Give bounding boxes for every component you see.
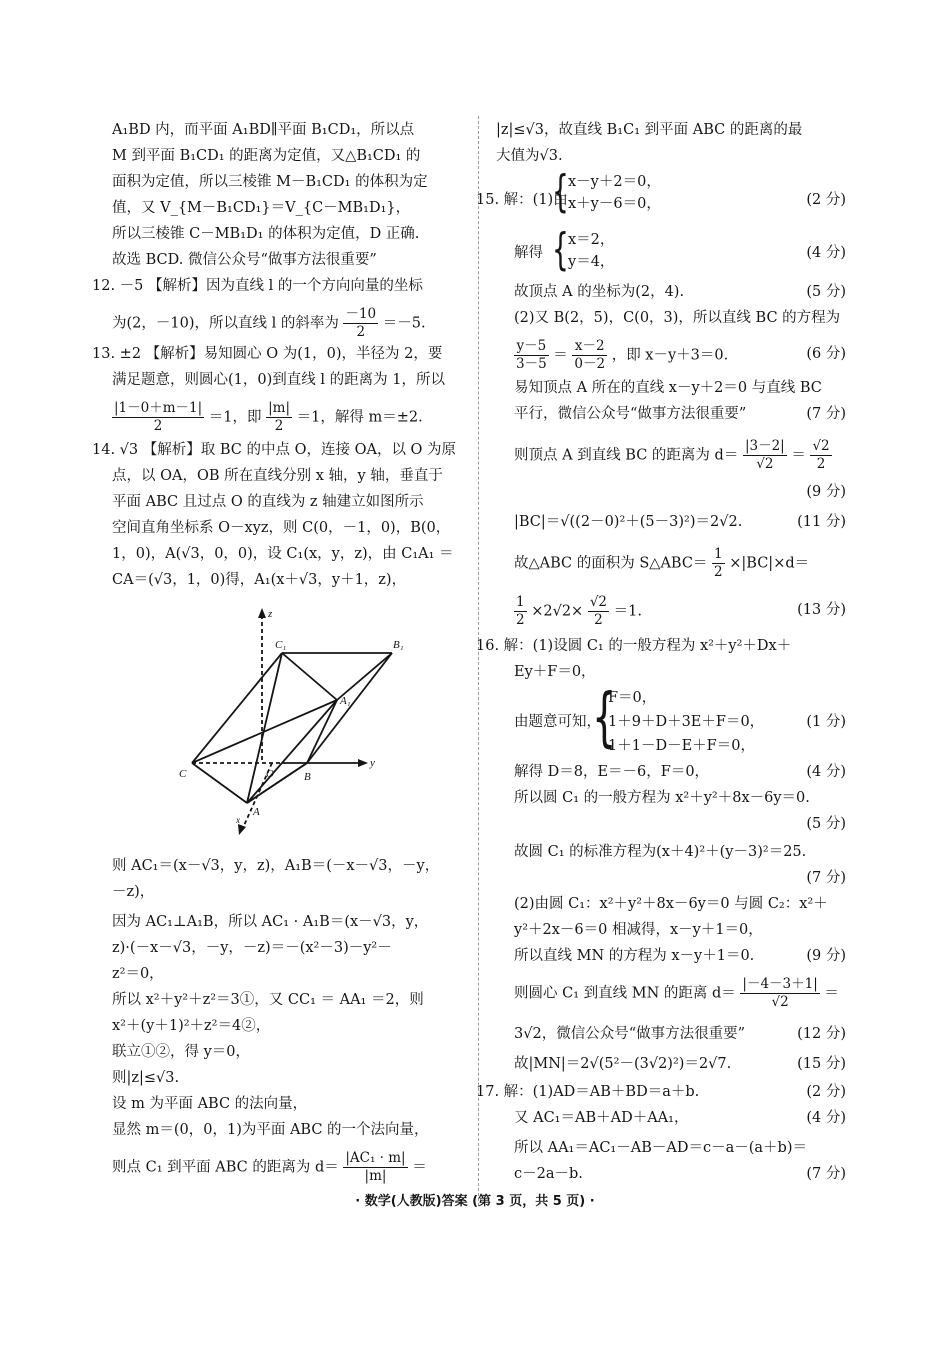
area-text-tail: ×|BC|×d＝ — [729, 555, 810, 572]
equals: ＝ — [824, 985, 839, 1002]
text-line: 解得 D＝8，E＝－6，F＝0， — [514, 764, 710, 780]
label-a1: A₁ — [340, 695, 351, 707]
q13-m-fraction — [266, 400, 292, 435]
distance-mn-line — [514, 976, 846, 1011]
equals: ＝ — [791, 447, 806, 464]
label-a: A — [253, 806, 260, 818]
score: (13 分) — [797, 602, 846, 618]
q14-equals: ＝ — [412, 1159, 427, 1176]
text-line: 易知顶点 A 所在的直线 x－y＋2＝0 与直线 BC — [514, 380, 822, 396]
fraction-denominator: 0－2 — [574, 356, 606, 372]
edge-c1-a1 — [282, 653, 337, 700]
score: (7 分) — [806, 1166, 846, 1182]
coordinate-figure — [172, 605, 492, 835]
text-line: 所以 AA₁＝AC₁－AB－AD＝c－a－(a＋b)＝ — [514, 1140, 807, 1156]
score: (7 分) — [806, 406, 846, 422]
q14-distance-text: 则点 C₁ 到平面 ABC 的距离为 d＝ — [112, 1159, 339, 1176]
q13-distance-fraction — [112, 400, 204, 435]
fraction-numerator: y－5 — [514, 338, 549, 356]
score: (4 分) — [806, 1110, 846, 1126]
system-equation: 1＋9＋D＋3E＋F＝0， — [608, 714, 765, 730]
text-line: M 到平面 B₁CD₁ 的距离为定值，又△B₁CD₁ 的 — [112, 148, 421, 164]
label-x: x — [236, 815, 240, 825]
text-line: 由题意可知， — [514, 714, 601, 730]
text-line: 所以 x²＋y²＋z²＝3①，又 CC₁ ＝ AA₁ ＝2，则 — [112, 992, 424, 1008]
edge-a1-a — [247, 700, 337, 803]
fraction-numerator: |m| — [268, 400, 291, 416]
fraction-numerator: －10 — [345, 306, 377, 322]
text-line: c－2a－b. — [514, 1166, 583, 1182]
text-line: 1，0)，A(√3，0，0)，设 C₁(x，y，z)，由 C₁A₁ ＝ — [112, 546, 454, 562]
text-line: 满足题意，则圆心(1，0)到直线 l 的距离为 1，所以 — [112, 372, 445, 388]
bc-equation-result: ，即 x－y＋3＝0. — [611, 347, 729, 364]
text-line: 空间直角坐标系 O－xyz，则 C(0，－1，0)，B(0， — [112, 520, 451, 536]
y-axis-arrow — [358, 759, 368, 767]
text-line: 因为 AC₁⊥A₁B，所以 AC₁ · A₁B＝(x－√3，y， — [112, 914, 429, 930]
distance-mn-fraction — [740, 976, 819, 1011]
label-z: z — [268, 608, 273, 620]
score: (6 分) — [806, 346, 846, 362]
fraction-denominator: 3－5 — [516, 356, 547, 372]
distance-a-text: 则顶点 A 到直线 BC 的距离为 d＝ — [514, 447, 739, 464]
edge-c-a — [192, 763, 247, 803]
text-line: 解得 — [514, 245, 543, 261]
text-line: z)·(－x－√3，－y，－z)＝－(x²－3)－y²－ — [112, 940, 392, 956]
distance-a-value — [810, 438, 831, 473]
area-text: 故△ABC 的面积为 S△ABC＝ — [514, 555, 708, 572]
text-line: Ey＋F＝0， — [514, 664, 596, 680]
edge-b1-a1 — [337, 653, 392, 700]
text-line: －z)， — [112, 884, 155, 900]
area-mult: ×2√2× — [531, 603, 584, 620]
score: (4 分) — [806, 245, 846, 261]
score: (12 分) — [797, 1026, 846, 1042]
text-line: x²＋(y＋1)²＋z²＝4②， — [112, 1018, 271, 1034]
score: (15 分) — [797, 1056, 846, 1072]
q12-line — [112, 306, 464, 341]
q16-system — [592, 681, 822, 755]
distance-a-fraction — [743, 438, 787, 473]
text-line: |z|≤√3，故直线 B₁C₁ 到平面 ABC 的距离的最 — [496, 122, 803, 138]
text-line: 则|z|≤√3. — [112, 1070, 180, 1086]
label-o: O — [266, 768, 274, 780]
q14-header: 14. √3 【解析】取 BC 的中点 O，连接 OA，以 O 为原 — [92, 442, 457, 458]
q15-header: 15. 解：(1)由 — [476, 192, 568, 208]
fraction-denominator: 2 — [594, 612, 603, 628]
area-result: ＝1. — [613, 603, 642, 620]
q15-solution — [552, 224, 672, 275]
text-line: 面积为定值，所以三棱锥 M－B₁CD₁ 的体积为定 — [112, 174, 428, 190]
q13-equation — [112, 400, 464, 435]
distance-a-line — [514, 438, 846, 473]
text-line: 值，又 V_{M－B₁CD₁}＝V_{C－MB₁D₁}， — [112, 200, 411, 216]
text-line: |BC|＝√((2－0)²＋(5－3)²)＝2√2. — [514, 514, 743, 530]
fraction-denominator: 2 — [714, 564, 723, 580]
fraction-numerator: |3－2| — [744, 438, 785, 454]
fraction-numerator: √2 — [589, 594, 608, 610]
score: (2 分) — [806, 192, 846, 208]
q12-result: ＝－5. — [382, 315, 426, 332]
fraction-denominator: |m| — [364, 1168, 387, 1184]
text-line: z²＝0， — [112, 966, 164, 982]
fraction-denominator: 2 — [516, 612, 525, 628]
fraction-numerator: |AC₁ · m| — [345, 1150, 406, 1166]
score: (1 分) — [806, 714, 846, 730]
fraction-numerator: x－2 — [572, 338, 607, 356]
score: (5 分) — [806, 284, 846, 300]
brace-symbol: { — [552, 224, 569, 275]
text-line: 点，以 OA，OB 所在直线分别 x 轴，y 轴，垂直于 — [112, 468, 443, 484]
distance-mn-text: 则圆心 C₁ 到直线 MN 的距离 d＝ — [514, 985, 736, 1002]
fraction-numerator: |1－0＋m－1| — [114, 400, 203, 416]
text-line: 平面 ABC 且过点 O 的直线为 z 轴建立如图所示 — [112, 494, 424, 510]
area-line — [514, 546, 846, 581]
q17-header: 17. 解：(1)AD＝AB＋BD＝a＋b. — [476, 1084, 700, 1100]
text-line: 所以圆 C₁ 的一般方程为 x²＋y²＋8x－6y＝0. — [514, 790, 810, 806]
score: (5 分) — [806, 816, 846, 832]
text-line: 又 AC₁＝AB＋AD＋AA₁， — [514, 1110, 689, 1126]
q13-header: 13. ±2 【解析】易知圆心 O 为(1，0)，半径为 2，要 — [92, 346, 443, 362]
text-line: 平行，微信公众号“做事方法很重要” — [514, 406, 747, 422]
bc-equation-line — [514, 338, 846, 373]
z-axis-arrow — [258, 608, 266, 618]
q12-text: 为(2，－10)，所以直线 l 的斜率为 — [112, 315, 339, 332]
score: (7 分) — [806, 870, 846, 886]
fraction-numerator: 1 — [516, 594, 525, 610]
text-line: 故|MN|＝2√(5²－(3√2)²)＝2√7. — [514, 1056, 732, 1072]
fraction-denominator: 2 — [153, 418, 163, 434]
label-b: B — [304, 771, 311, 783]
label-c1: C₁ — [275, 639, 287, 651]
equals: ＝ — [553, 347, 568, 364]
brace-symbol: { — [552, 166, 569, 217]
system-equation: 1＋1－D－E＋F＝0， — [608, 738, 755, 754]
text-line: 故顶点 A 的坐标为(2，4). — [514, 284, 685, 300]
text-line: CA＝(√3，1，0)得，A₁(x＋√3，y＋1，z)， — [112, 572, 407, 588]
q14-distance-line — [112, 1150, 464, 1185]
score: (4 分) — [806, 764, 846, 780]
label-b1: B₁ — [393, 639, 404, 651]
label-y: y — [370, 757, 375, 769]
brace-symbol: { — [592, 681, 617, 755]
q13-result: ＝1，解得 m＝±2. — [296, 409, 423, 426]
area-half — [712, 546, 725, 581]
text-line: 所以直线 MN 的方程为 x－y＋1＝0. — [514, 948, 755, 964]
system-equation: y＝4， — [568, 254, 615, 270]
fraction-numerator: √2 — [812, 438, 830, 454]
text-line: A₁BD 内，而平面 A₁BD∥平面 B₁CD₁，所以点 — [112, 122, 415, 138]
bc-fraction-x — [572, 338, 607, 373]
text-line: 所以三棱锥 C－MB₁D₁ 的体积为定值，D 正确. — [112, 226, 420, 242]
fraction-numerator: |－4－3＋1| — [742, 976, 818, 992]
q12-slope-fraction — [343, 306, 378, 341]
q12-header: 12. －5 【解析】因为直线 l 的一个方向向量的坐标 — [92, 278, 423, 294]
label-c: C — [179, 768, 187, 780]
q16-header: 16. 解：(1)设圆 C₁ 的一般方程为 x²＋y²＋Dx＋ — [476, 638, 792, 654]
system-equation: x＝2， — [568, 232, 615, 248]
fraction-denominator: √2 — [771, 994, 789, 1010]
system-equation: x＋y－6＝0， — [568, 196, 661, 212]
system-equation: x－y＋2＝0， — [568, 174, 661, 190]
text-line: (2)由圆 C₁：x²＋y²＋8x－6y＝0 与圆 C₂：x²＋ — [514, 896, 828, 912]
q15-system — [552, 166, 772, 217]
area-half-2 — [514, 594, 527, 629]
text-line: y²＋2x－6＝0 相减得，x－y＋1＝0， — [514, 922, 763, 938]
fraction-denominator: 2 — [274, 418, 284, 434]
x-axis-arrow — [238, 824, 246, 835]
q13-text: ＝1，即 — [208, 409, 262, 426]
fraction-denominator: √2 — [756, 456, 774, 472]
text-line: 故圆 C₁ 的标准方程为(x＋4)²＋(y－3)²＝25. — [514, 844, 807, 860]
fraction-denominator: 2 — [356, 324, 366, 340]
score: (2 分) — [806, 1084, 846, 1100]
page-footer: · 数学(人教版)答案 (第 3 页，共 5 页) · — [355, 1194, 595, 1209]
system-equation: F＝0， — [608, 690, 657, 706]
score: (9 分) — [806, 484, 846, 500]
text-line: 故选 BCD. 微信公众号“做事方法很重要” — [112, 252, 377, 268]
text-line: 联立①②，得 y＝0， — [112, 1044, 251, 1060]
fraction-denominator: 2 — [816, 456, 826, 472]
text-line: 则 AC₁＝(x－√3，y，z)，A₁B＝(－x－√3，－y， — [112, 858, 440, 874]
edge-a1-b — [307, 700, 337, 763]
score: (9 分) — [806, 948, 846, 964]
fraction-numerator: 1 — [714, 546, 723, 562]
text-line: 显然 m＝(0，0，1)为平面 ABC 的一个法向量， — [112, 1122, 429, 1138]
area-sqrt-fraction — [588, 594, 609, 629]
score: (11 分) — [797, 514, 846, 530]
bc-fraction-y — [514, 338, 549, 373]
text-line: 设 m 为平面 ABC 的法向量， — [112, 1096, 308, 1112]
text-line: (2)又 B(2，5)，C(0，3)，所以直线 BC 的方程为 — [514, 310, 841, 326]
q14-distance-fraction — [343, 1150, 407, 1185]
text-line: 大值为√3. — [496, 148, 563, 164]
text-line: 3√2，微信公众号“做事方法很重要” — [514, 1026, 746, 1042]
